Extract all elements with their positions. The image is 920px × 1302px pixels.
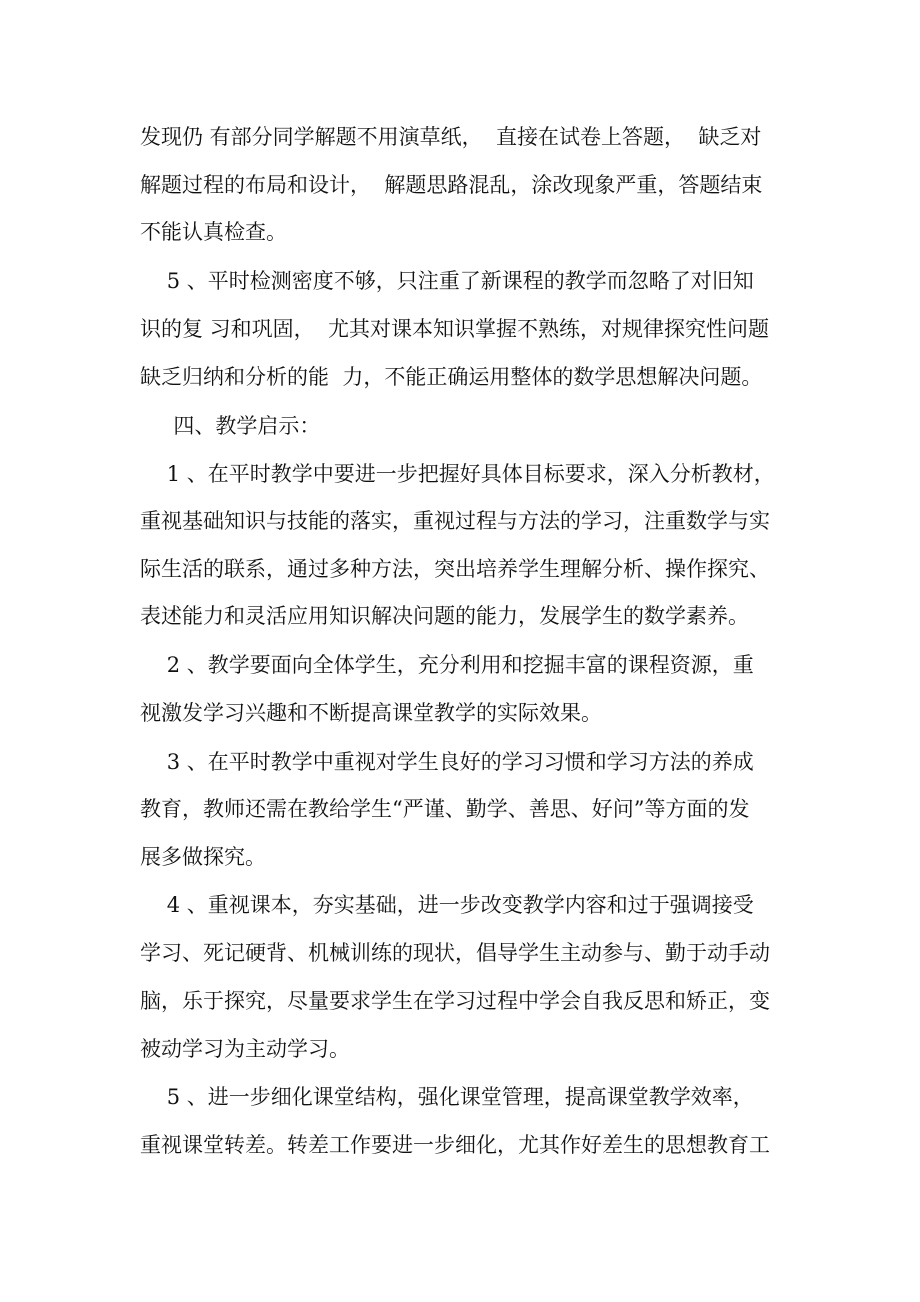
section-heading: 四、教学启示：: [140, 414, 321, 438]
text-line: 重视基础知识与技能的落实，重视过程与方法的学习，注重数学与实: [140, 509, 770, 533]
text-line: 重视课堂转差。转差工作要进一步细化，尤其作好差生的思想教育工: [140, 1133, 770, 1157]
text-line: 学习、死记硬背、机械训练的现状，倡导学生主动参与、勤于动手动: [140, 941, 770, 965]
text-line: 被动学习为主动学习。: [140, 1037, 350, 1061]
text-line: 展多做探究。: [140, 845, 266, 869]
text-line: 不能认真检查。: [140, 220, 287, 244]
text-line: 教育，教师还需在教给学生“严谨、勤学、善思、好问”等方面的发: [140, 797, 750, 821]
text-line: 际生活的联系，通过多种方法，突出培养学生理解分析、操作探究、: [140, 557, 770, 581]
text-line: 4 、重视课本，夯实基础，进一步改变教学内容和过于强调接受: [140, 893, 754, 917]
text-line: 发现仍 有部分同学解题不用演草纸， 直接在试卷上答题， 缺乏对: [140, 125, 762, 149]
text-line: 缺乏归纳和分析的能 力，不能正确运用整体的数学思想解决问题。: [140, 365, 763, 389]
text-line: 视激发学习兴趣和不断提高课堂教学的实际效果。: [140, 701, 602, 725]
text-line: 5 、平时检测密度不够，只注重了新课程的教学而忽略了对旧知: [140, 269, 754, 293]
text-line: 识的复 习和巩固， 尤其对课本知识掌握不熟练，对规律探究性问题: [140, 317, 770, 341]
text-line: 表述能力和灵活应用知识解决问题的能力，发展学生的数学素养。: [140, 604, 749, 628]
text-line: 脑，乐于探究，尽量要求学生在学习过程中学会自我反思和矫正，变: [140, 989, 770, 1013]
text-line: 5 、进一步细化课堂结构，强化课堂管理，提高课堂教学效率，: [140, 1085, 754, 1109]
text-line: 解题过程的布局和设计， 解题思路混乱，涂改现象严重，答题结束: [140, 173, 763, 197]
text-line: 3 、在平时教学中重视对学生良好的学习习惯和学习方法的养成: [140, 750, 754, 774]
text-line: 2 、教学要面向全体学生，充分利用和挖掘丰富的课程资源，重: [140, 653, 754, 677]
text-line: 1 、在平时教学中要进一步把握好具体目标要求，深入分析教材，: [140, 462, 775, 486]
